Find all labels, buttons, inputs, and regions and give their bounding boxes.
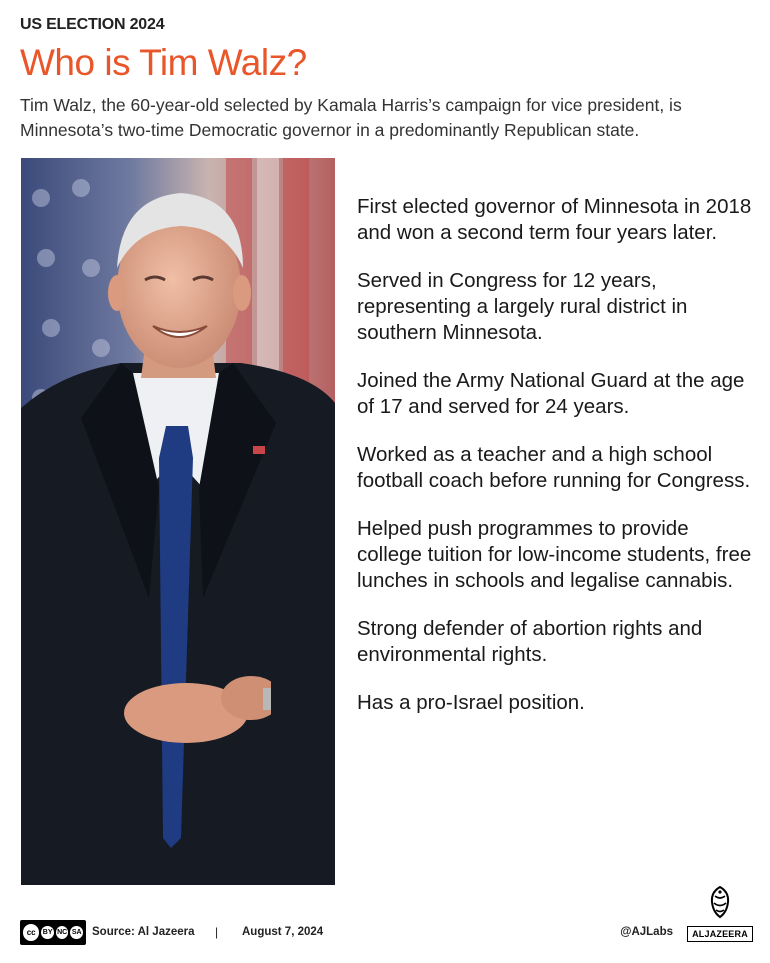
portrait-illustration (21, 158, 335, 885)
fact-item: Joined the Army National Guard at the age of 17 and served for 24 years. (357, 369, 745, 418)
nc-badge: NC (56, 926, 69, 939)
cc-badge: cc (23, 924, 39, 941)
fact-item: Strong defender of abortion rights and environmental rights. (357, 617, 703, 666)
social-handle[interactable]: @AJLabs (620, 926, 673, 938)
brand-wordmark: ALJAZEERA (687, 926, 753, 942)
portrait-photo (21, 158, 335, 885)
fact-item: Has a pro-Israel position. (357, 691, 585, 714)
source-value: Al Jazeera (137, 926, 195, 938)
aljazeera-emblem-icon (701, 884, 739, 922)
fact-item: First elected governor of Minnesota in 2018 and won a second term four years later. (357, 195, 752, 244)
intro-text: Tim Walz, the 60-year-old selected by Kamala Harris’s campaign for vice president, is Minnesota’s two-time Democratic governor in a predominantly Republican state. (20, 95, 682, 140)
aljazeera-logo[interactable] (687, 884, 753, 944)
footer (20, 918, 753, 948)
source-credit (92, 926, 195, 938)
fact-item: Worked as a teacher and a high school football coach before running for Congress. (357, 443, 751, 492)
publish-date: August 7, 2024 (242, 926, 324, 938)
facts-list (357, 194, 757, 738)
footer-separator: | (215, 925, 219, 939)
fact-item: Served in Congress for 12 years, representing a largely rural district in southern Minnesota. (357, 269, 688, 344)
by-badge: BY (41, 926, 54, 939)
kicker: US ELECTION 2024 (20, 16, 165, 33)
page-title: Who is Tim Walz? (20, 42, 307, 83)
fact-item: Helped push programmes to provide college tuition for low-income students, free lunches in schools and legalise cannabis. (357, 517, 752, 592)
creative-commons-icon[interactable] (20, 920, 86, 945)
source-label: Source: (92, 926, 135, 938)
sa-badge: SA (70, 926, 83, 939)
